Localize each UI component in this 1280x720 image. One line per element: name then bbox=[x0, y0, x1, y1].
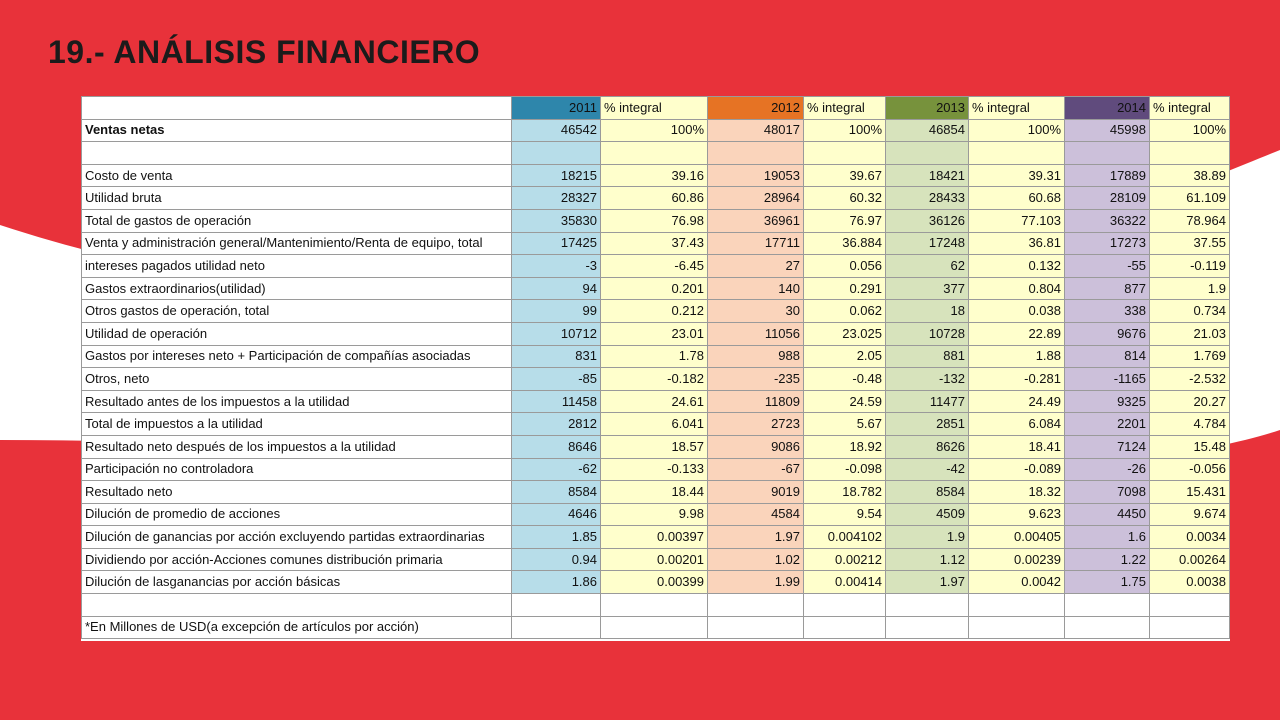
row-label: Utilidad de operación bbox=[82, 322, 512, 345]
value-cell: -67 bbox=[708, 458, 804, 481]
header-year-2011: 2011 bbox=[512, 97, 601, 120]
value-cell: 8626 bbox=[886, 435, 969, 458]
percent-cell: 15.431 bbox=[1150, 481, 1230, 504]
percent-cell: 21.03 bbox=[1150, 322, 1230, 345]
value-cell: 9019 bbox=[708, 481, 804, 504]
row-label: Total de gastos de operación bbox=[82, 209, 512, 232]
table-row bbox=[82, 187, 1230, 210]
percent-cell bbox=[1150, 142, 1230, 165]
percent-cell: 60.32 bbox=[804, 187, 886, 210]
percent-cell: 0.291 bbox=[804, 277, 886, 300]
percent-cell: 36.884 bbox=[804, 232, 886, 255]
value-cell: 8584 bbox=[886, 481, 969, 504]
percent-cell: 9.98 bbox=[601, 503, 708, 526]
row-label bbox=[82, 142, 512, 165]
value-cell: 1.12 bbox=[886, 548, 969, 571]
table-row bbox=[82, 232, 1230, 255]
percent-cell: -6.45 bbox=[601, 255, 708, 278]
header-year-2012: 2012 bbox=[708, 97, 804, 120]
percent-cell: -0.098 bbox=[804, 458, 886, 481]
percent-cell bbox=[804, 142, 886, 165]
value-cell: -62 bbox=[512, 458, 601, 481]
value-cell: -235 bbox=[708, 368, 804, 391]
financial-table bbox=[81, 96, 1230, 639]
percent-cell: 0.201 bbox=[601, 277, 708, 300]
percent-cell: 22.89 bbox=[969, 322, 1065, 345]
percent-cell: 0.00414 bbox=[804, 571, 886, 594]
value-cell: 338 bbox=[1065, 300, 1150, 323]
table-header-row bbox=[82, 97, 1230, 120]
value-cell: 2201 bbox=[1065, 413, 1150, 436]
row-label: Otros, neto bbox=[82, 368, 512, 391]
percent-cell: 24.59 bbox=[804, 390, 886, 413]
value-cell: -132 bbox=[886, 368, 969, 391]
percent-cell: -0.133 bbox=[601, 458, 708, 481]
table-row bbox=[82, 322, 1230, 345]
percent-cell: -0.056 bbox=[1150, 458, 1230, 481]
value-cell: 377 bbox=[886, 277, 969, 300]
value-cell bbox=[512, 616, 601, 639]
percent-cell: 77.103 bbox=[969, 209, 1065, 232]
percent-cell: 100% bbox=[804, 119, 886, 142]
row-label: Total de impuestos a la utilidad bbox=[82, 413, 512, 436]
percent-cell: 0.038 bbox=[969, 300, 1065, 323]
percent-cell: 18.92 bbox=[804, 435, 886, 458]
percent-cell: 0.00397 bbox=[601, 526, 708, 549]
value-cell bbox=[1065, 594, 1150, 617]
value-cell bbox=[708, 616, 804, 639]
value-cell: 48017 bbox=[708, 119, 804, 142]
value-cell: 36126 bbox=[886, 209, 969, 232]
percent-cell: 9.54 bbox=[804, 503, 886, 526]
percent-cell: 60.68 bbox=[969, 187, 1065, 210]
percent-cell: 0.004102 bbox=[804, 526, 886, 549]
value-cell bbox=[708, 594, 804, 617]
row-label: intereses pagados utilidad neto bbox=[82, 255, 512, 278]
value-cell: 62 bbox=[886, 255, 969, 278]
value-cell: 7098 bbox=[1065, 481, 1150, 504]
percent-cell: 18.41 bbox=[969, 435, 1065, 458]
percent-cell: 0.212 bbox=[601, 300, 708, 323]
value-cell: 1.02 bbox=[708, 548, 804, 571]
table-row bbox=[82, 594, 1230, 617]
percent-cell: 6.084 bbox=[969, 413, 1065, 436]
value-cell: 1.75 bbox=[1065, 571, 1150, 594]
percent-cell: 15.48 bbox=[1150, 435, 1230, 458]
row-label: *En Millones de USD(a excepción de artículos por acción) bbox=[82, 616, 512, 639]
percent-cell: 100% bbox=[969, 119, 1065, 142]
percent-cell: 100% bbox=[601, 119, 708, 142]
percent-cell bbox=[601, 616, 708, 639]
percent-cell: 36.81 bbox=[969, 232, 1065, 255]
percent-cell: 18.44 bbox=[601, 481, 708, 504]
value-cell: 28433 bbox=[886, 187, 969, 210]
header-percent-integral: % integral bbox=[804, 97, 886, 120]
value-cell bbox=[708, 142, 804, 165]
table-row bbox=[82, 300, 1230, 323]
header-percent-integral: % integral bbox=[969, 97, 1065, 120]
percent-cell: 9.674 bbox=[1150, 503, 1230, 526]
value-cell: 11056 bbox=[708, 322, 804, 345]
percent-cell: 0.00264 bbox=[1150, 548, 1230, 571]
table-row bbox=[82, 255, 1230, 278]
percent-cell: 18.782 bbox=[804, 481, 886, 504]
value-cell: 9325 bbox=[1065, 390, 1150, 413]
table-row bbox=[82, 164, 1230, 187]
percent-cell: 39.67 bbox=[804, 164, 886, 187]
table-row bbox=[82, 526, 1230, 549]
percent-cell: 1.9 bbox=[1150, 277, 1230, 300]
value-cell: 11477 bbox=[886, 390, 969, 413]
value-cell: 1.97 bbox=[886, 571, 969, 594]
value-cell: 0.94 bbox=[512, 548, 601, 571]
percent-cell bbox=[969, 142, 1065, 165]
table-row bbox=[82, 119, 1230, 142]
value-cell: 18421 bbox=[886, 164, 969, 187]
table-row bbox=[82, 503, 1230, 526]
value-cell: 877 bbox=[1065, 277, 1150, 300]
percent-cell: 2.05 bbox=[804, 345, 886, 368]
percent-cell: 0.056 bbox=[804, 255, 886, 278]
header-blank-cell bbox=[82, 97, 512, 120]
value-cell: 4646 bbox=[512, 503, 601, 526]
row-label: Dilución de ganancias por acción excluyendo partidas extraordinarias bbox=[82, 526, 512, 549]
header-year-2014: 2014 bbox=[1065, 97, 1150, 120]
row-label bbox=[82, 594, 512, 617]
percent-cell bbox=[804, 594, 886, 617]
percent-cell: 0.062 bbox=[804, 300, 886, 323]
table-row bbox=[82, 277, 1230, 300]
percent-cell: 37.43 bbox=[601, 232, 708, 255]
value-cell: 17889 bbox=[1065, 164, 1150, 187]
percent-cell bbox=[969, 594, 1065, 617]
percent-cell: -0.182 bbox=[601, 368, 708, 391]
value-cell: 28327 bbox=[512, 187, 601, 210]
percent-cell bbox=[601, 594, 708, 617]
percent-cell: 0.00201 bbox=[601, 548, 708, 571]
percent-cell: 23.01 bbox=[601, 322, 708, 345]
value-cell: 17248 bbox=[886, 232, 969, 255]
row-label: Resultado neto bbox=[82, 481, 512, 504]
percent-cell: 23.025 bbox=[804, 322, 886, 345]
value-cell: 28964 bbox=[708, 187, 804, 210]
table-row bbox=[82, 548, 1230, 571]
value-cell: 4509 bbox=[886, 503, 969, 526]
percent-cell: 1.78 bbox=[601, 345, 708, 368]
percent-cell: -0.119 bbox=[1150, 255, 1230, 278]
table-row bbox=[82, 571, 1230, 594]
value-cell: 1.85 bbox=[512, 526, 601, 549]
value-cell: 28109 bbox=[1065, 187, 1150, 210]
table-row bbox=[82, 209, 1230, 232]
value-cell: 27 bbox=[708, 255, 804, 278]
percent-cell: 60.86 bbox=[601, 187, 708, 210]
percent-cell: 38.89 bbox=[1150, 164, 1230, 187]
row-label: Participación no controladora bbox=[82, 458, 512, 481]
value-cell: 988 bbox=[708, 345, 804, 368]
percent-cell: 61.109 bbox=[1150, 187, 1230, 210]
percent-cell bbox=[969, 616, 1065, 639]
table-row bbox=[82, 616, 1230, 639]
value-cell: 2812 bbox=[512, 413, 601, 436]
row-label: Ventas netas bbox=[82, 119, 512, 142]
value-cell: 881 bbox=[886, 345, 969, 368]
row-label: Dilución de promedio de acciones bbox=[82, 503, 512, 526]
row-label: Dilución de lasganancias por acción básicas bbox=[82, 571, 512, 594]
value-cell: 1.86 bbox=[512, 571, 601, 594]
header-percent-integral: % integral bbox=[1150, 97, 1230, 120]
value-cell: 2723 bbox=[708, 413, 804, 436]
percent-cell: 6.041 bbox=[601, 413, 708, 436]
value-cell: -26 bbox=[1065, 458, 1150, 481]
row-label: Gastos por intereses neto + Participación de compañías asociadas bbox=[82, 345, 512, 368]
row-label: Resultado neto después de los impuestos a la utilidad bbox=[82, 435, 512, 458]
percent-cell: 39.31 bbox=[969, 164, 1065, 187]
row-label: Venta y administración general/Mantenimiento/Renta de equipo, total bbox=[82, 232, 512, 255]
percent-cell: 1.88 bbox=[969, 345, 1065, 368]
percent-cell: 0.132 bbox=[969, 255, 1065, 278]
value-cell: 9086 bbox=[708, 435, 804, 458]
percent-cell: 76.97 bbox=[804, 209, 886, 232]
row-label: Utilidad bruta bbox=[82, 187, 512, 210]
percent-cell: 0.804 bbox=[969, 277, 1065, 300]
percent-cell: 39.16 bbox=[601, 164, 708, 187]
table-row bbox=[82, 368, 1230, 391]
table-row bbox=[82, 142, 1230, 165]
row-label: Dividiendo por acción-Acciones comunes distribución primaria bbox=[82, 548, 512, 571]
percent-cell bbox=[1150, 616, 1230, 639]
value-cell: -55 bbox=[1065, 255, 1150, 278]
percent-cell: 37.55 bbox=[1150, 232, 1230, 255]
row-label: Gastos extraordinarios(utilidad) bbox=[82, 277, 512, 300]
value-cell: 140 bbox=[708, 277, 804, 300]
value-cell bbox=[1065, 142, 1150, 165]
percent-cell: 78.964 bbox=[1150, 209, 1230, 232]
value-cell: 8646 bbox=[512, 435, 601, 458]
percent-cell: 0.00405 bbox=[969, 526, 1065, 549]
value-cell: -3 bbox=[512, 255, 601, 278]
row-label: Resultado antes de los impuestos a la utilidad bbox=[82, 390, 512, 413]
percent-cell: -0.48 bbox=[804, 368, 886, 391]
table-row bbox=[82, 458, 1230, 481]
value-cell: 18215 bbox=[512, 164, 601, 187]
value-cell: 1.9 bbox=[886, 526, 969, 549]
value-cell: 1.97 bbox=[708, 526, 804, 549]
percent-cell: 0.00399 bbox=[601, 571, 708, 594]
percent-cell: 76.98 bbox=[601, 209, 708, 232]
percent-cell: 0.734 bbox=[1150, 300, 1230, 323]
value-cell: 11809 bbox=[708, 390, 804, 413]
row-label: Otros gastos de operación, total bbox=[82, 300, 512, 323]
value-cell: 1.22 bbox=[1065, 548, 1150, 571]
value-cell: 35830 bbox=[512, 209, 601, 232]
value-cell: 10728 bbox=[886, 322, 969, 345]
value-cell: 2851 bbox=[886, 413, 969, 436]
value-cell: 4450 bbox=[1065, 503, 1150, 526]
value-cell: -85 bbox=[512, 368, 601, 391]
percent-cell: 100% bbox=[1150, 119, 1230, 142]
value-cell: -1165 bbox=[1065, 368, 1150, 391]
value-cell: 8584 bbox=[512, 481, 601, 504]
value-cell bbox=[512, 142, 601, 165]
percent-cell: 4.784 bbox=[1150, 413, 1230, 436]
percent-cell: 5.67 bbox=[804, 413, 886, 436]
value-cell: 45998 bbox=[1065, 119, 1150, 142]
value-cell: 17425 bbox=[512, 232, 601, 255]
percent-cell: 9.623 bbox=[969, 503, 1065, 526]
percent-cell: 1.769 bbox=[1150, 345, 1230, 368]
percent-cell: 0.0042 bbox=[969, 571, 1065, 594]
value-cell: 19053 bbox=[708, 164, 804, 187]
value-cell: 831 bbox=[512, 345, 601, 368]
value-cell: 36322 bbox=[1065, 209, 1150, 232]
value-cell: 17273 bbox=[1065, 232, 1150, 255]
value-cell: 99 bbox=[512, 300, 601, 323]
percent-cell bbox=[601, 142, 708, 165]
value-cell: 94 bbox=[512, 277, 601, 300]
percent-cell: 0.0038 bbox=[1150, 571, 1230, 594]
percent-cell: 0.00212 bbox=[804, 548, 886, 571]
value-cell bbox=[886, 594, 969, 617]
table-row bbox=[82, 345, 1230, 368]
value-cell: 18 bbox=[886, 300, 969, 323]
value-cell: 46854 bbox=[886, 119, 969, 142]
value-cell: 1.6 bbox=[1065, 526, 1150, 549]
percent-cell: 0.00239 bbox=[969, 548, 1065, 571]
value-cell: 814 bbox=[1065, 345, 1150, 368]
slide-title: 19.- ANÁLISIS FINANCIERO bbox=[48, 34, 481, 70]
table-row bbox=[82, 390, 1230, 413]
percent-cell: 18.32 bbox=[969, 481, 1065, 504]
table-row bbox=[82, 413, 1230, 436]
percent-cell: -0.281 bbox=[969, 368, 1065, 391]
value-cell: 11458 bbox=[512, 390, 601, 413]
header-percent-integral: % integral bbox=[601, 97, 708, 120]
row-label: Costo de venta bbox=[82, 164, 512, 187]
value-cell bbox=[886, 616, 969, 639]
value-cell bbox=[1065, 616, 1150, 639]
value-cell: 9676 bbox=[1065, 322, 1150, 345]
table-row bbox=[82, 435, 1230, 458]
percent-cell: 18.57 bbox=[601, 435, 708, 458]
value-cell: 17711 bbox=[708, 232, 804, 255]
value-cell: 46542 bbox=[512, 119, 601, 142]
value-cell bbox=[886, 142, 969, 165]
percent-cell bbox=[804, 616, 886, 639]
value-cell: 1.99 bbox=[708, 571, 804, 594]
table-row bbox=[82, 481, 1230, 504]
percent-cell: 24.49 bbox=[969, 390, 1065, 413]
percent-cell: 20.27 bbox=[1150, 390, 1230, 413]
value-cell: 7124 bbox=[1065, 435, 1150, 458]
percent-cell: 0.0034 bbox=[1150, 526, 1230, 549]
value-cell: 4584 bbox=[708, 503, 804, 526]
value-cell: 10712 bbox=[512, 322, 601, 345]
percent-cell: -2.532 bbox=[1150, 368, 1230, 391]
value-cell bbox=[512, 594, 601, 617]
header-year-2013: 2013 bbox=[886, 97, 969, 120]
financial-table-sheet bbox=[81, 96, 1230, 641]
value-cell: -42 bbox=[886, 458, 969, 481]
value-cell: 30 bbox=[708, 300, 804, 323]
value-cell: 36961 bbox=[708, 209, 804, 232]
percent-cell bbox=[1150, 594, 1230, 617]
percent-cell: 24.61 bbox=[601, 390, 708, 413]
percent-cell: -0.089 bbox=[969, 458, 1065, 481]
